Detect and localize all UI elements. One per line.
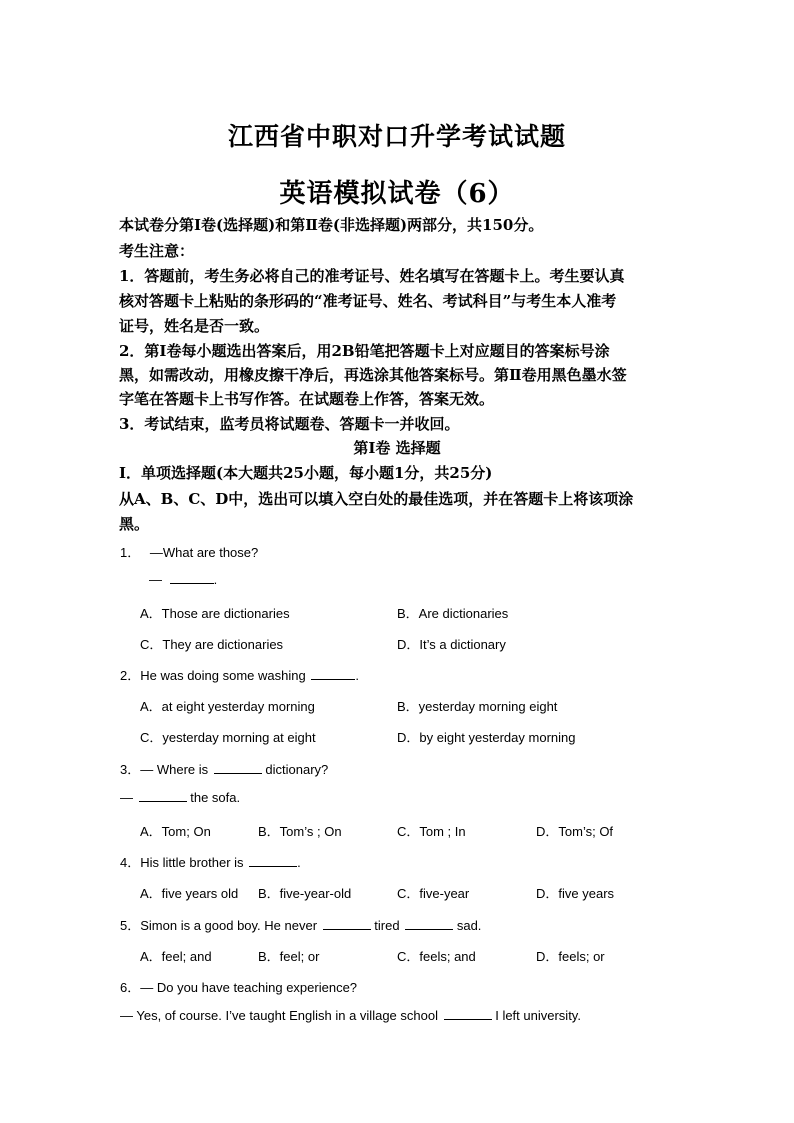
option-b: B．yesterday morning eight — [397, 699, 558, 714]
option-a: A．Tom; On — [140, 824, 211, 839]
option-b: B．Tom’s ; On — [258, 824, 342, 839]
question-text: I left university. — [495, 1008, 581, 1023]
notice-heading: 考生注意： — [119, 242, 195, 260]
option-b: B．Are dictionaries — [397, 606, 509, 621]
option-c: C．yesterday morning at eight — [140, 730, 316, 745]
question-5-stem — [120, 915, 481, 934]
part-instructions: 黑。 — [119, 515, 150, 533]
punctuation: . — [355, 668, 359, 683]
section-title: 第Ⅰ卷 选择题 — [353, 439, 441, 457]
question-2-stem — [120, 665, 359, 684]
question-3-response — [120, 790, 240, 805]
answer-blank — [170, 572, 214, 584]
answer-blank — [214, 762, 262, 774]
option-a: A．feel; and — [140, 949, 212, 964]
option-c: C．feels; and — [397, 949, 476, 964]
question-3-stem — [120, 759, 328, 778]
question-text: dictionary? — [265, 762, 329, 777]
question-text: 5．Simon is a good boy. He never — [120, 918, 318, 933]
notice-line: 3．考试结束，监考员将试题卷、答题卡一并收回。 — [119, 415, 460, 433]
answer-blank — [311, 668, 355, 680]
option-c: C．five-year — [397, 886, 470, 901]
dash: — — [120, 790, 133, 805]
question-6-stem: 6．— Do you have teaching experience? — [120, 980, 358, 995]
notice-line: 证号，姓名是否一致。 — [119, 317, 270, 335]
question-text: —What are those? — [149, 545, 259, 560]
notice-line: 1．答题前，考生务必将自己的准考证号、姓名填写在答题卡上。考生要认真 — [119, 267, 625, 285]
option-a: A．Those are dictionaries — [140, 606, 290, 621]
punctuation: . — [213, 572, 218, 587]
option-b: B．five-year-old — [258, 886, 352, 901]
option-a: A．at eight yesterday morning — [140, 699, 315, 714]
question-4-stem — [120, 852, 301, 871]
notice-line: 黑，如需改动，用橡皮擦干净后，再选涂其他答案标号。第Ⅱ卷用黑色墨水签 — [119, 366, 627, 384]
question-number: 1． — [120, 545, 141, 560]
dash: — — [149, 572, 162, 587]
option-b: B．feel; or — [258, 949, 320, 964]
option-d: D．feels; or — [536, 949, 605, 964]
question-text: 4．His little brother is — [120, 855, 244, 870]
question-text: — Yes, of course. I’ve taught English in a village school — [120, 1008, 438, 1023]
answer-blank — [405, 918, 453, 930]
option-d: D．It’s a dictionary — [397, 637, 506, 652]
part-heading: Ⅰ．单项选择题(本大题共25小题，每小题1分，共25分) — [119, 464, 493, 482]
option-c: C．Tom ; In — [397, 824, 466, 839]
question-text: the sofa. — [190, 790, 241, 805]
notice-line: 2．第Ⅰ卷每小题选出答案后，用2B铅笔把答题卡上对应题目的答案标号涂 — [119, 342, 610, 360]
question-text: 3．— Where is — [120, 762, 209, 777]
answer-blank — [323, 918, 371, 930]
question-6-response — [120, 1008, 581, 1023]
option-d: D．by eight yesterday morning — [397, 730, 576, 745]
part-instructions: 从A、B、C、D中，选出可以填入空白处的最佳选项，并在答题卡上将该项涂 — [119, 490, 634, 508]
option-d: D．Tom’s; Of — [536, 824, 614, 839]
notice-line: 核对答题卡上粘贴的条形码的“准考证号、姓名、考试科目”与考生本人准考 — [119, 292, 617, 310]
answer-blank — [139, 790, 187, 802]
answer-blank — [249, 855, 297, 867]
exam-title: 江西省中职对口升学考试试题 — [227, 122, 566, 151]
punctuation: . — [297, 855, 301, 870]
question-text: sad. — [456, 918, 482, 933]
option-c: C．They are dictionaries — [140, 637, 284, 652]
question-1-stem — [120, 542, 258, 561]
question-1-response — [149, 572, 217, 587]
option-d: D．five years — [536, 886, 615, 901]
exam-subtitle: 英语模拟试卷（6） — [279, 179, 515, 209]
question-text: tired — [374, 918, 400, 933]
notice-line: 字笔在答题卡上书写作答。在试题卷上作答，答案无效。 — [119, 390, 495, 408]
intro-text: 本试卷分第Ⅰ卷(选择题)和第Ⅱ卷(非选择题)两部分，共150分。 — [119, 216, 544, 234]
question-text: 2．He was doing some washing — [120, 668, 306, 683]
option-a: A．five years old — [140, 886, 239, 901]
answer-blank — [444, 1008, 492, 1020]
